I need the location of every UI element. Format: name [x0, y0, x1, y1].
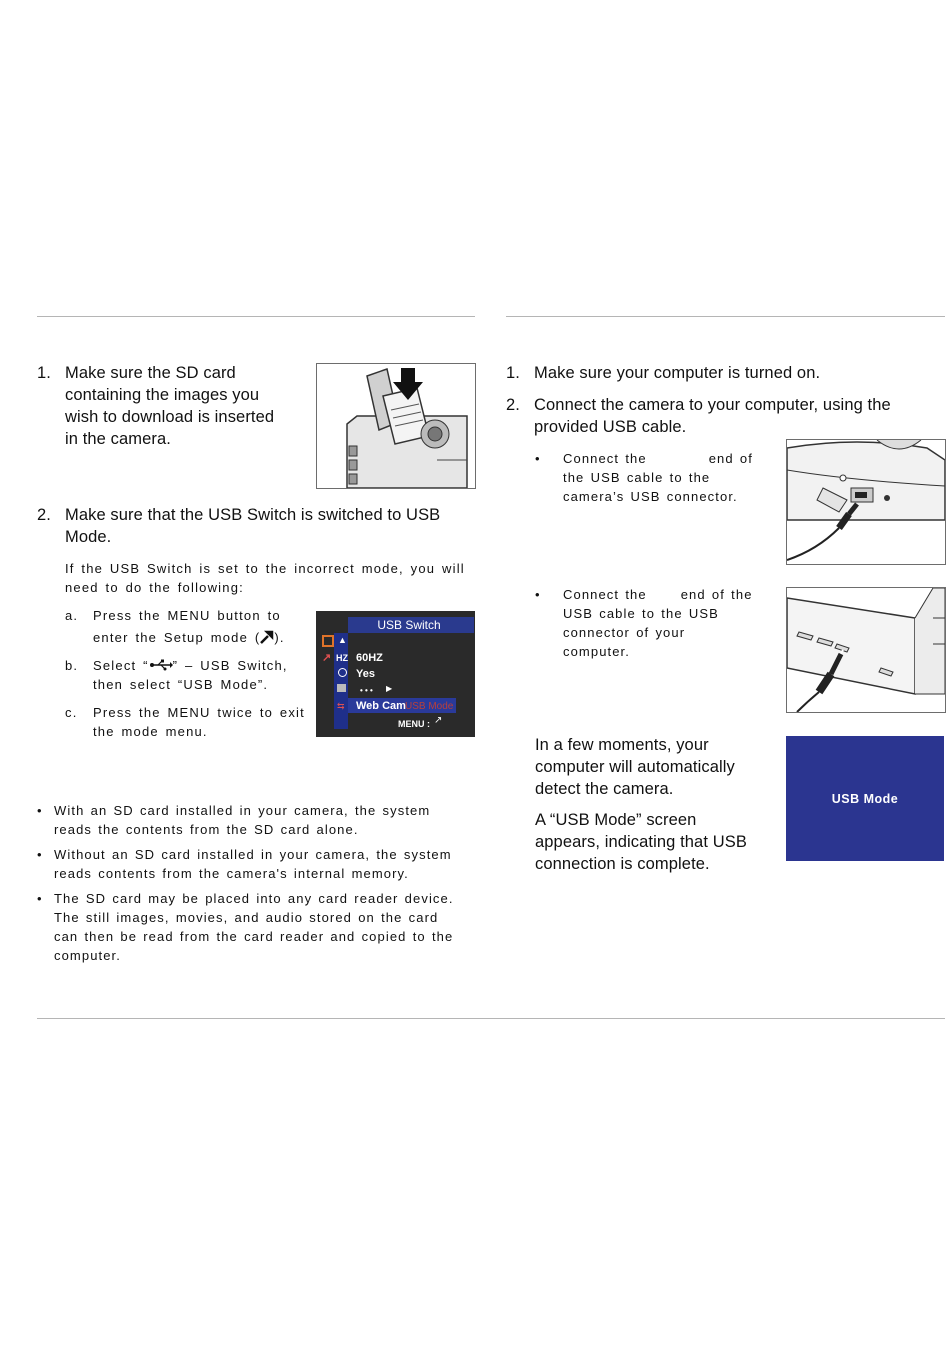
reset-icon — [337, 684, 346, 692]
wrench-icon — [260, 630, 274, 644]
up-arrow-icon: ▲ — [338, 635, 347, 645]
para-line: A “USB Mode” screen — [535, 811, 697, 829]
incorrect-mode-note — [65, 559, 475, 597]
bullet-line: Connect the — [563, 587, 647, 602]
camera-cable-illustration — [787, 440, 945, 564]
usb-small-icon: ⇆ — [337, 701, 345, 711]
right-arrow-icon: ▶ — [386, 684, 393, 693]
step-text-line: containing the images you — [65, 386, 260, 404]
substep-c — [65, 703, 310, 745]
bullet-line: reads the contents from the SD card alone. — [54, 822, 359, 837]
setup-wrench-icon: ↗ — [322, 652, 332, 664]
bullet-line: the USB cable to the — [563, 470, 711, 485]
top-rule-right — [506, 316, 945, 317]
lcd-row-yes: Yes — [356, 668, 375, 680]
substep-line: Press the MENU button to — [93, 608, 281, 623]
computer-cable-illustration — [787, 588, 945, 712]
lcd-menu-hint: MENU : — [398, 719, 430, 729]
bullet-line: computer. — [563, 644, 630, 659]
lcd-row-frequency: 60HZ — [356, 652, 383, 664]
substep-line: the mode menu. — [93, 724, 208, 739]
right-step-2 — [506, 394, 946, 440]
note-line: If the USB Switch is set to the incorrect mode, you will — [65, 561, 465, 576]
usb-mode-label: USB Mode — [831, 792, 899, 806]
usb-icon — [149, 657, 173, 669]
lcd-side-strip — [334, 633, 348, 729]
substep-line: then select “USB Mode”. — [93, 677, 269, 692]
step-text-line: wish to download is inserted — [65, 408, 275, 426]
bullet-line: computer. — [54, 948, 121, 963]
lcd-title: USB Switch — [377, 618, 441, 632]
bulb-icon — [338, 668, 347, 677]
bullet-line: reads contents from the camera's internal memory. — [54, 866, 409, 881]
step-text-line: provided USB cable. — [534, 418, 687, 436]
lcd-side-label: HZ — [336, 653, 348, 663]
bullet-line: end of — [708, 451, 753, 466]
menu-wrench-icon: ↗ — [434, 715, 443, 726]
bullet-line: USB cable to the USB — [563, 606, 719, 621]
sd-card-insert-image — [316, 363, 476, 489]
left-step-2 — [37, 504, 477, 550]
lcd-row-usbmode: USB Mode — [405, 701, 454, 712]
step-number: 2. — [37, 506, 51, 524]
step-text-line: Mode. — [65, 528, 112, 546]
para-line: appears, indicating that USB — [535, 833, 747, 851]
usb-mode-paragraph — [535, 809, 775, 875]
step-text-line: Make sure your computer is turned on. — [534, 364, 821, 382]
computer-usb-port-image — [786, 587, 946, 713]
bullet-line: can then be read from the card reader and copied to the — [54, 929, 454, 944]
para-line: In a few moments, your — [535, 736, 709, 754]
usb-mode-screen — [786, 736, 944, 861]
substep-a — [65, 606, 305, 648]
bullet-line: The SD card may be placed into any card reader device. — [54, 891, 454, 906]
substep-line: Select “ — [93, 658, 149, 673]
substep-letter: b. — [65, 658, 79, 673]
bullet-line: camera’s USB connector. — [563, 489, 738, 504]
camera-sd-slot-illustration — [317, 364, 475, 488]
camera-mode-icon — [322, 635, 334, 647]
bullet-line: end of the — [680, 587, 753, 602]
para-line: detect the camera. — [535, 780, 674, 798]
note-line: need to do the following: — [65, 580, 244, 595]
substep-b — [65, 656, 305, 698]
camera-usb-connector-image — [786, 439, 946, 565]
step-text-line: Connect the camera to your computer, using the — [534, 396, 891, 414]
step-text-line: Make sure the SD card — [65, 364, 236, 382]
substep-line: Press the MENU twice to exit — [93, 705, 305, 720]
bullet-line: Without an SD card installed in your camera, the system — [54, 847, 452, 862]
lcd-row-webcam: Web Cam — [356, 700, 406, 712]
bullet-line: With an SD card installed in your camera, the system — [54, 803, 431, 818]
bullet-line: The still images, movies, and audio stored on the card — [54, 910, 439, 925]
step-number: 2. — [506, 396, 520, 414]
substep-line: ” – USB Switch, — [172, 658, 288, 673]
right-step-1 — [506, 362, 946, 386]
substep-letter: a. — [65, 608, 79, 623]
bullet-line: connector of your — [563, 625, 686, 640]
top-rule-left — [37, 316, 475, 317]
step-number: 1. — [506, 364, 520, 382]
step-text-line: Make sure that the USB Switch is switched to USB — [65, 506, 441, 524]
substep-line: ). — [274, 630, 285, 645]
para-line: computer will automatically — [535, 758, 735, 776]
bullet-line: Connect the — [563, 451, 647, 466]
detect-camera-paragraph — [535, 734, 775, 800]
substep-letter: c. — [65, 705, 78, 720]
bottom-rule — [37, 1018, 945, 1019]
lcd-row-dots: • • • — [360, 686, 373, 695]
step-text-line: in the camera. — [65, 430, 171, 448]
para-line: connection is complete. — [535, 855, 710, 873]
substep-line: enter the Setup mode ( — [93, 630, 261, 645]
usb-switch-lcd-screen — [316, 611, 475, 737]
step-number: 1. — [37, 364, 51, 382]
left-step-1 — [37, 362, 297, 452]
